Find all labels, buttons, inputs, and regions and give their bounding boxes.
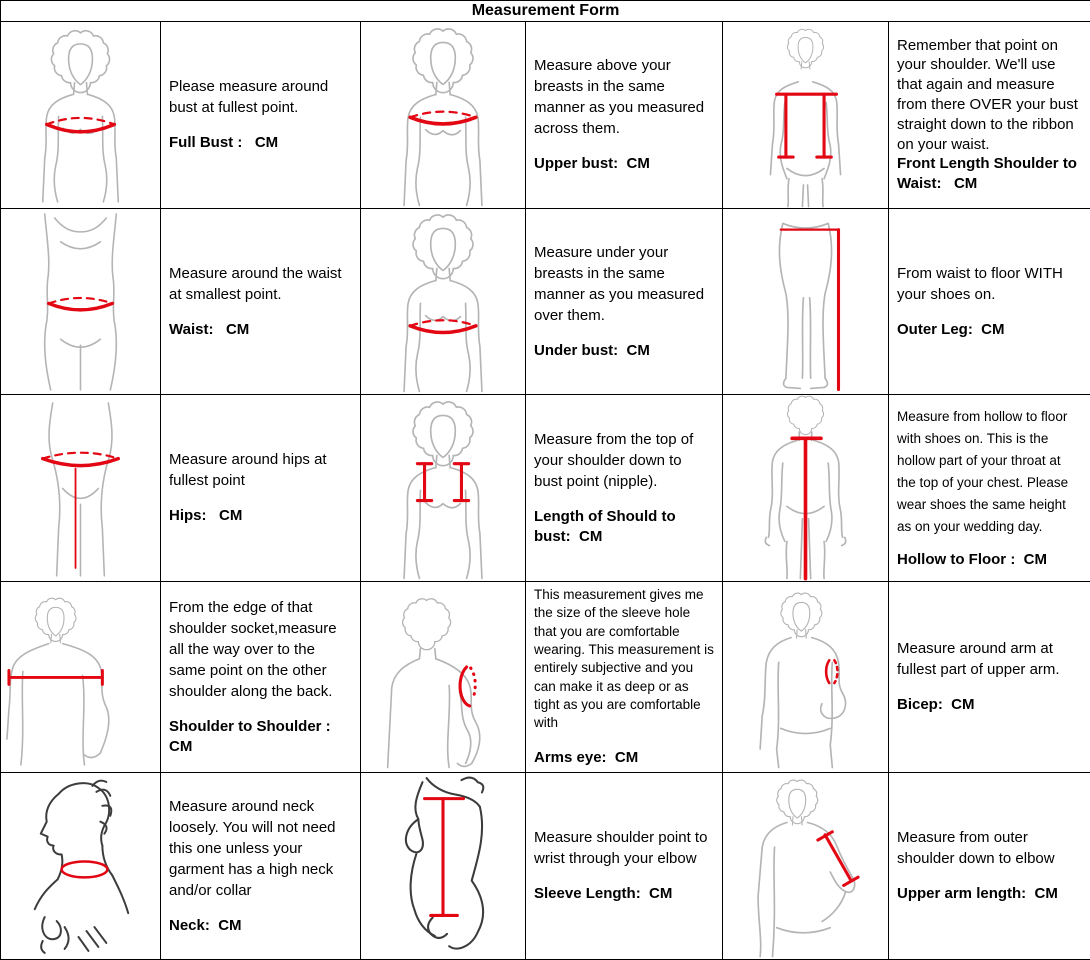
instruction-text: Remember that point on your shoulder. We'll use that again and measure from there OVER your bust straight down to the ribbon on your waist. [897, 36, 1082, 155]
waist-illustration [1, 212, 160, 391]
measure-mark [417, 463, 468, 500]
cell-outer-leg [889, 208, 1090, 395]
instruction-text: Measure under your breasts in the same manner as you measured over them. [534, 242, 714, 326]
cell-upper-arm-length [889, 773, 1090, 960]
measurement-label: Bicep: CM [897, 695, 1082, 715]
figure-cell-shoulder-to-bust [361, 395, 526, 582]
form-title: Measurement Form [1, 1, 1090, 22]
figure-cell-outer-leg [723, 208, 889, 395]
instruction-text: From the edge of that shoulder socket,measure all the way over to the same point on the other shoulder along the back. [169, 597, 352, 702]
cell-hips [161, 395, 361, 582]
cell-arms-eye [526, 581, 723, 772]
figure-cell-neck [1, 773, 161, 960]
measurement-label: Upper arm length: CM [897, 884, 1082, 904]
figure-cell-arms-eye [361, 581, 526, 772]
instruction-text: This measurement gives me the size of the sleeve hole that you are comfortable wearing. This measurement is entirely subjective and you can make it as deep or as tight as you are comfortable with [534, 586, 714, 733]
cell-hollow-to-floor [889, 395, 1090, 582]
measure-mark [62, 862, 108, 878]
bicep-illustration [723, 584, 888, 770]
cell-waist [161, 208, 361, 395]
figure-cell-upper-arm-length [723, 773, 889, 960]
measurement-label: Waist: CM [169, 320, 352, 340]
cell-shoulder-to-shoulder [161, 581, 361, 772]
cell-under-bust [526, 208, 723, 395]
instruction-text: Measure from outer shoulder down to elbow [897, 827, 1082, 869]
measurement-label: Under bust: CM [534, 341, 714, 361]
instruction-text: Measure from hollow to floor with shoes on. This is the hollow part of your throat at the top of your chest. Please wear shoes the same height as on your wedding day. [897, 406, 1082, 537]
cell-front-length [889, 22, 1090, 209]
cell-upper-bust [526, 22, 723, 209]
cell-neck [161, 773, 361, 960]
measurement-label: Length of Should to bust: CM [534, 507, 714, 548]
cell-shoulder-to-bust [526, 395, 723, 582]
measurement-label: Upper bust: CM [534, 154, 714, 174]
measurement-label: Full Bust : CM [169, 133, 352, 153]
instruction-text: Measure shoulder point to wrist through your elbow [534, 827, 714, 869]
figure-cell-sleeve-length [361, 773, 526, 960]
figure-cell-under-bust [361, 208, 526, 395]
shoulder-to-bust-illustration [361, 396, 525, 581]
instruction-text: Measure around hips at fullest point [169, 449, 352, 491]
instruction-text: From waist to floor WITH your shoes on. [897, 263, 1082, 305]
measure-mark [49, 298, 113, 310]
measurement-label: Outer Leg: CM [897, 320, 1082, 340]
upper-arm-length-illustration [723, 773, 888, 959]
measurement-label: Hips: CM [169, 506, 352, 526]
figure-cell-shoulder-to-shoulder [1, 581, 161, 772]
instruction-text: Measure above your breasts in the same manner as you measured across them. [534, 55, 714, 139]
figure-cell-bicep [723, 581, 889, 772]
shoulder-to-shoulder-illustration [1, 588, 160, 767]
cell-bicep [889, 581, 1090, 772]
figure-cell-waist [1, 208, 161, 395]
figure-cell-full-bust [1, 22, 161, 209]
figure-cell-hollow-to-floor [723, 395, 889, 582]
instruction-text: Measure from the top of your shoulder down to bust point (nipple). [534, 429, 714, 492]
figure-cell-hips [1, 395, 161, 582]
hips-illustration [1, 399, 160, 578]
instruction-text: Please measure around bust at fullest point. [169, 76, 352, 118]
neck-illustration [1, 776, 160, 955]
measurement-label: Sleeve Length: CM [534, 884, 714, 904]
full-bust-illustration [1, 25, 160, 204]
measure-mark [460, 667, 475, 706]
cell-full-bust [161, 22, 361, 209]
figure-cell-front-length [723, 22, 889, 209]
measurement-label: Front Length Shoulder to Waist: CM [897, 154, 1082, 194]
instruction-text: Measure around neck loosely. You will not need this one unless your garment has a high neck and/or collar [169, 796, 352, 901]
outer-leg-illustration [723, 209, 888, 395]
figure-cell-upper-bust [361, 22, 526, 209]
cell-sleeve-length [526, 773, 723, 960]
measure-mark [792, 439, 821, 579]
hollow-to-floor-illustration [723, 395, 888, 581]
measurement-label: Hollow to Floor : CM [897, 550, 1082, 570]
measurement-label: Arms eye: CM [534, 748, 714, 768]
measurement-label: Neck: CM [169, 916, 352, 936]
sleeve-length-illustration [361, 774, 525, 959]
upper-bust-illustration [361, 23, 525, 208]
measurement-label: Shoulder to Shoulder : CM [169, 717, 352, 758]
front-length-illustration [723, 22, 888, 208]
instruction-text: Measure around the waist at smallest point. [169, 263, 352, 305]
measure-mark [425, 798, 464, 915]
under-bust-illustration [361, 209, 525, 394]
instruction-text: Measure around arm at fullest part of upper arm. [897, 638, 1082, 680]
arms-eye-illustration [361, 585, 525, 770]
